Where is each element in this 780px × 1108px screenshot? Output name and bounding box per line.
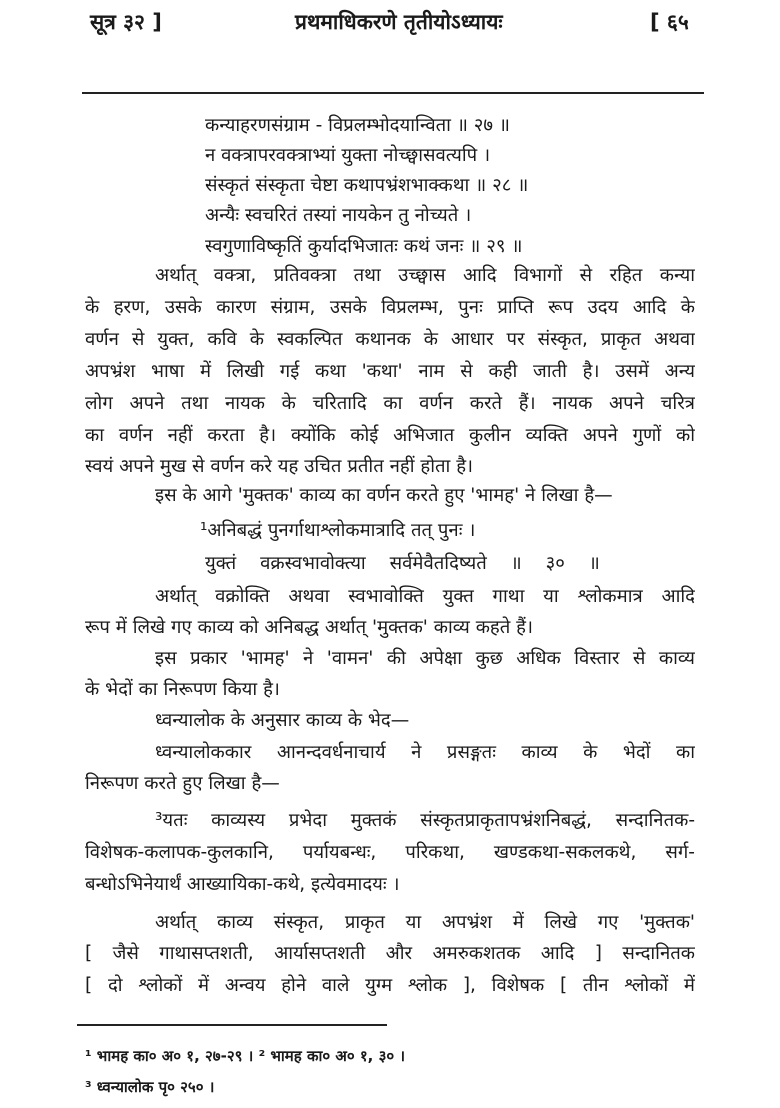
section-heading: ध्वन्यालोक के अनुसार काव्य के भेद— — [155, 710, 410, 731]
paragraph-line: [ जैसे गाथासप्तशती, आर्यासप्तशती और अमरुकशतक आदि ] सन्दानितक — [85, 943, 695, 964]
quote-line: बन्धोऽभिनेयार्थं आख्यायिका-कथे, इत्येवमादयः । — [85, 874, 400, 895]
header-page-number: [ ६५ — [650, 10, 689, 34]
footnote: ¹ भामह का० अ० १, २७-२९ । ² भामह का० अ० १, ३० । — [85, 1047, 406, 1065]
verse-line: युक्तं वक्रस्वभावोक्त्या सर्वमेवैतदिष्यते ॥ ३० ॥ — [205, 553, 600, 574]
footnote: ³ ध्वन्यालोक पृ० २५० । — [85, 1078, 215, 1096]
paragraph-line: लोग अपने तथा नायक के चरितादि का वर्णन करते हैं। नायक अपने चरित्र — [85, 393, 695, 414]
verse-line: स्वगुणाविष्कृतिं कुर्यादभिजातः कथं जनः ॥ २९ ॥ — [205, 236, 523, 257]
paragraph-line: [ दो श्लोकों में अन्वय होने वाले युग्म श्लोक ], विशेषक [ तीन श्लोकों में — [85, 975, 695, 996]
paragraph-line: इस के आगे 'मुक्तक' काव्य का वर्णन करते हुए 'भामह' ने लिखा है— — [155, 485, 613, 506]
header-chapter-title: प्रथमाधिकरणे तृतीयोऽध्यायः — [295, 10, 503, 34]
paragraph-line: इस प्रकार 'भामह' ने 'वामन' की अपेक्षा कुछ अधिक विस्तार से काव्य — [155, 648, 695, 669]
paragraph-line: निरूपण करते हुए लिखा है— — [85, 773, 280, 794]
paragraph-line: अपभ्रंश भाषा में लिखी गई कथा 'कथा' नाम से कही जाती है। उसमें अन्य — [85, 361, 695, 382]
paragraph-line: वर्णन से युक्त, कवि के स्वकल्पित कथानक के आधार पर संस्कृत, प्राकृत अथवा — [85, 329, 695, 350]
footnote-rule — [77, 1024, 387, 1026]
paragraph-line: ध्वन्यालोककार आनन्दवर्धनाचार्य ने प्रसङ्गतः काव्य के भेदों का — [155, 742, 695, 763]
paragraph-line: रूप में लिखे गए काव्य को अनिबद्ध अर्थात् 'मुक्तक' काव्य कहते हैं। — [85, 617, 534, 638]
verse-line: ¹अनिबद्धं पुनर्गाथाश्लोकमात्रादि तत् पुनः । — [200, 520, 476, 541]
paragraph-line: के भेदों का निरूपण किया है। — [85, 679, 280, 700]
paragraph-line: का वर्णन नहीं करता है। क्योंकि कोई अभिजात कुलीन व्यक्ति अपने गुणों को — [85, 425, 695, 446]
quote-line: ³यतः काव्यस्य प्रभेदा मुक्तकं संस्कृतप्राकृतापभ्रंशनिबद्धं, सन्दानितक- — [155, 810, 695, 831]
header-rule — [82, 92, 704, 94]
paragraph-line: अर्थात् काव्य संस्कृत, प्राकृत या अपभ्रंश में लिखे गए 'मुक्तक' — [155, 912, 695, 933]
quote-line: विशेषक-कलापक-कुलकानि, पर्यायबन्धः, परिकथा, खण्डकथा-सकलकथे, सर्ग- — [85, 842, 695, 863]
verse-line: कन्याहरणसंग्राम - विप्रलम्भोदयान्विता ॥ २७ ॥ — [205, 115, 511, 136]
verse-line: न वक्त्रापरवक्त्राभ्यां युक्ता नोच्छ्वासवत्यपि । — [205, 145, 491, 166]
paragraph-line: अर्थात् वक्रोक्ति अथवा स्वभावोक्ति युक्त गाथा या श्लोकमात्र आदि — [155, 586, 695, 607]
verse-line: संस्कृतं संस्कृता चेष्टा कथापभ्रंशभाक्कथा ॥ २८ ॥ — [205, 175, 529, 196]
verse-line: अन्यैः स्वचरितं तस्यां नायकेन तु नोच्यते । — [205, 205, 472, 226]
paragraph-line: स्वयं अपने मुख से वर्णन करे यह उचित प्रतीत नहीं होता है। — [85, 456, 474, 477]
paragraph-line: अर्थात् वक्त्रा, प्रतिवक्त्रा तथा उच्छ्वास आदि विभागों से रहित कन्या — [155, 265, 695, 286]
header-sutra-number: सूत्र ३२ ] — [90, 10, 162, 34]
paragraph-line: के हरण, उसके कारण संग्राम, उसके विप्रलम्भ, पुनः प्राप्ति रूप उदय आदि के — [85, 297, 695, 318]
